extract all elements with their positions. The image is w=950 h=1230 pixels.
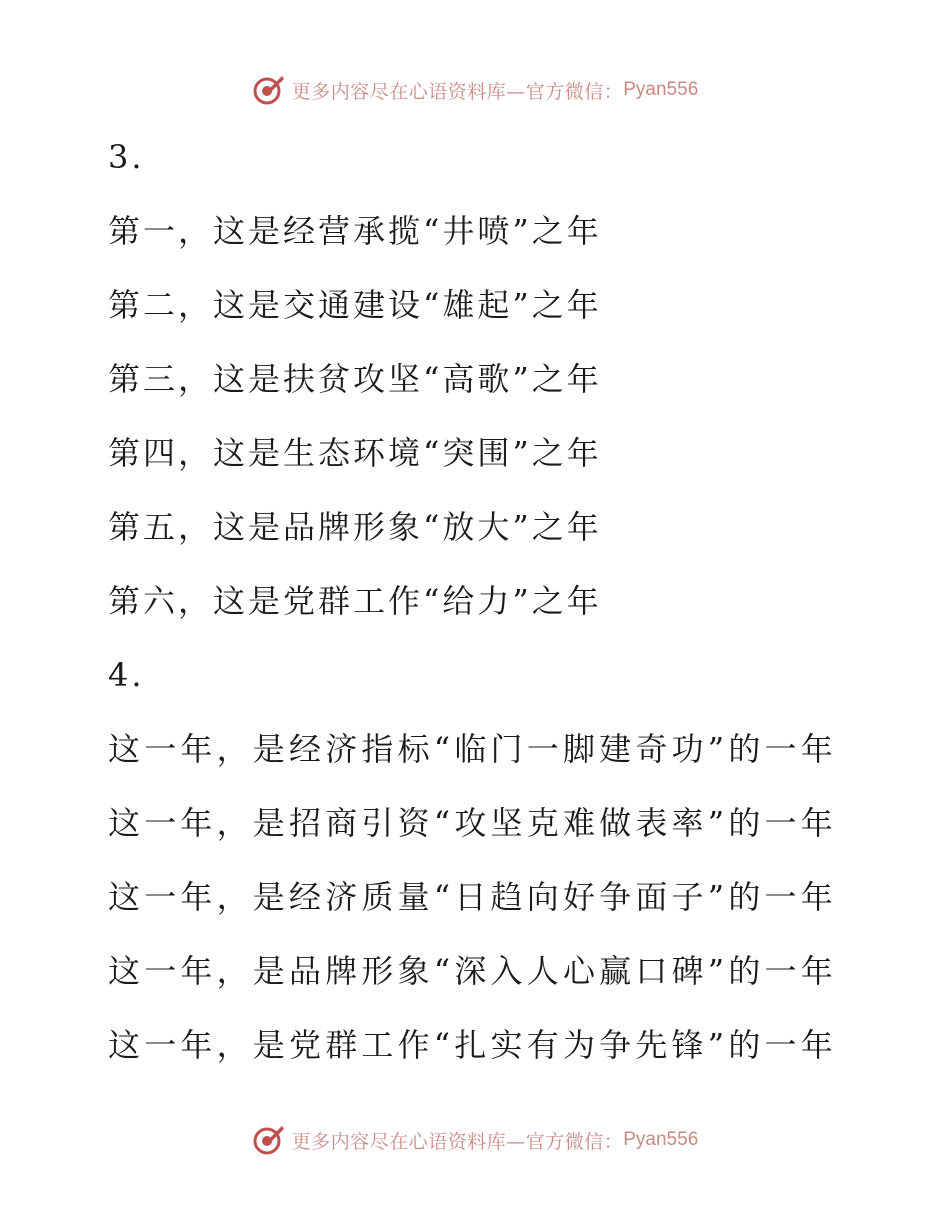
list-item: 这一年，是经济指标“临门一脚建奇功”的一年 <box>108 730 837 768</box>
watermark-id: Pyan556 <box>623 79 699 100</box>
watermark-text: 更多内容尽在心语资料库—官方微信： <box>291 80 624 103</box>
watermark-text: 更多内容尽在心语资料库—官方微信： <box>291 1130 624 1153</box>
footer-watermark <box>0 1120 950 1160</box>
list-item: 这一年，是品牌形象“深入人心赢口碑”的一年 <box>108 952 837 990</box>
list-item: 第二，这是交通建设“雄起”之年 <box>108 286 602 324</box>
document-body <box>108 120 928 1082</box>
list-item: 第四，这是生态环境“突围”之年 <box>108 434 602 472</box>
list-item: 第六，这是党群工作“给力”之年 <box>108 582 602 620</box>
list-item: 这一年，是党群工作“扎实有为争先锋”的一年 <box>108 1026 837 1064</box>
watermark-id: Pyan556 <box>623 1129 699 1150</box>
section-heading: 3. <box>108 138 145 176</box>
list-item: 第三，这是扶贫攻坚“高歌”之年 <box>108 360 602 398</box>
section-heading: 4. <box>108 656 145 694</box>
pen-logo-icon <box>252 73 286 107</box>
list-item: 第五，这是品牌形象“放大”之年 <box>108 508 602 546</box>
list-item: 这一年，是招商引资“攻坚克难做表率”的一年 <box>108 804 837 842</box>
list-item: 这一年，是经济质量“日趋向好争面子”的一年 <box>108 878 837 916</box>
header-watermark <box>0 70 950 110</box>
list-item: 第一，这是经营承揽“井喷”之年 <box>108 212 602 250</box>
pen-logo-icon <box>252 1123 286 1157</box>
